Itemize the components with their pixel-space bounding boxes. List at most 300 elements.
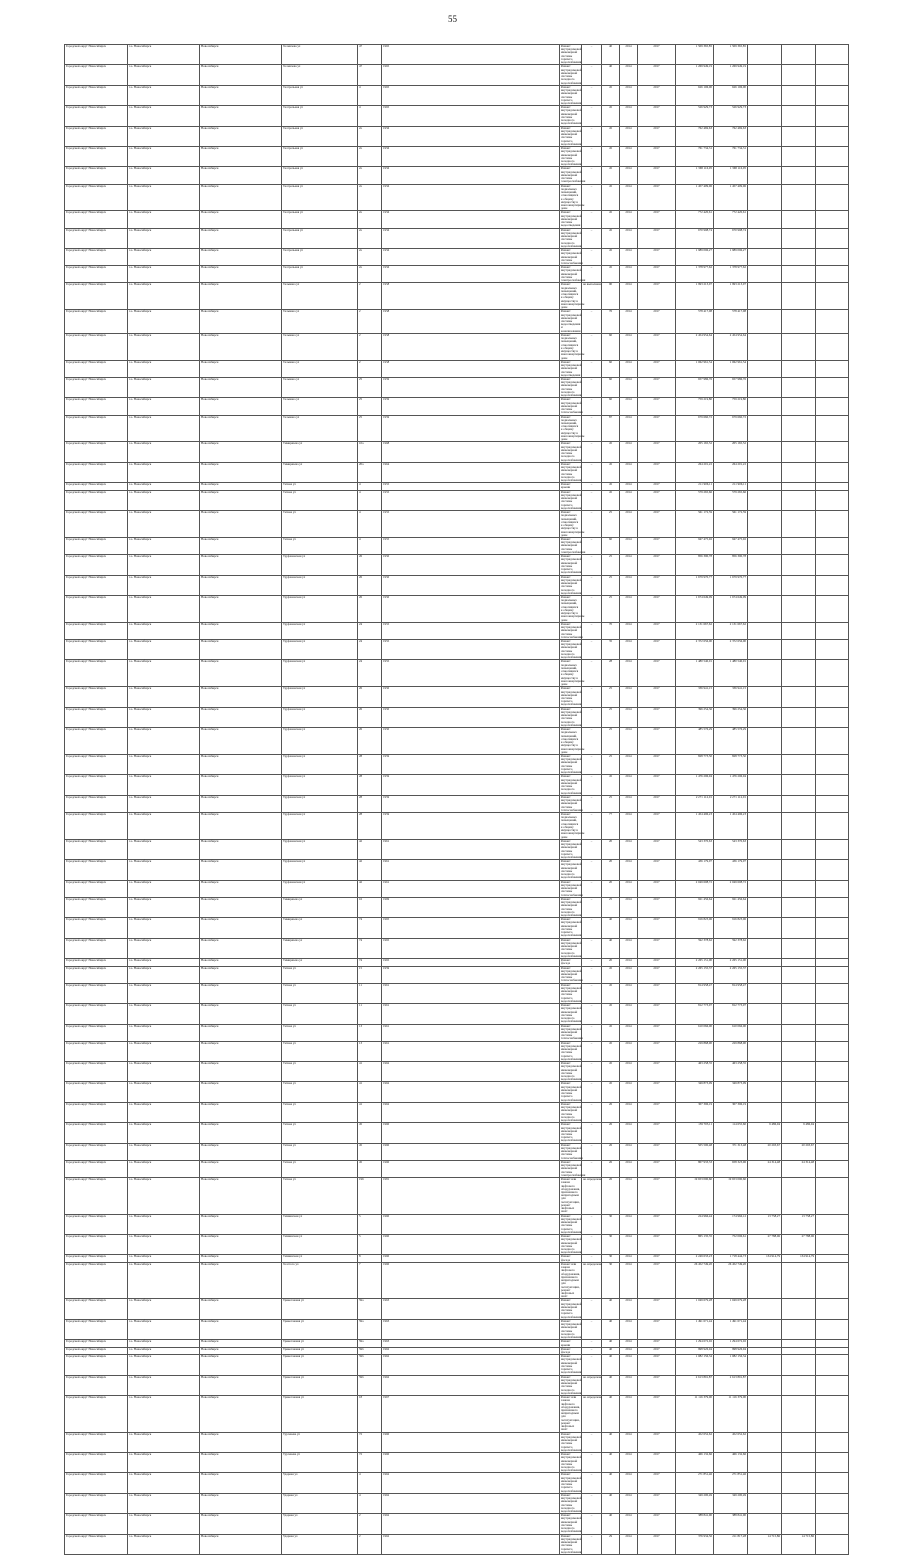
cell-subsidy-c <box>816 1347 849 1354</box>
cell-work-type: Ремонт фасада <box>560 1347 582 1354</box>
cell-subsidy-a <box>748 462 782 482</box>
cell-locality: г.о. Новосибирск <box>128 283 200 310</box>
cell-status: – <box>582 1319 602 1339</box>
cell-subsidy-a <box>748 1340 782 1347</box>
cell-subsidy-a <box>748 1262 782 1299</box>
cell-subsidy-c <box>816 1534 849 1554</box>
cell-subsidy-c <box>816 1340 849 1347</box>
cell-house: 45 <box>358 1160 382 1177</box>
cell-district: Городской округ Новосибирск <box>65 377 128 397</box>
cell-year: 1955 <box>382 511 560 538</box>
cell-subsidy-b <box>782 1102 816 1122</box>
cell-subsidy-c <box>816 1160 849 1177</box>
cell-house: 42 <box>358 860 382 880</box>
cell-subsidy-a <box>748 1062 782 1082</box>
cell-fund-cost: 1 679 970,77 <box>714 575 748 595</box>
cell-city: Новосибирск <box>200 1514 282 1534</box>
cell-district: Городской округ Новосибирск <box>65 640 128 660</box>
table-row <box>65 1396 849 1433</box>
cell-status: – <box>582 1143 602 1160</box>
cell-subsidy-c <box>816 249 849 266</box>
cell-subsidy-b <box>782 938 816 958</box>
cell-work-type: Ремонт внутридомовой инженерной системы электроснабжения <box>561 1159 586 1177</box>
cell-subsidy-b: 20 293,67 <box>782 1143 816 1160</box>
cell-house: 13 <box>358 1024 382 1041</box>
cell-street: Трикотажная ул <box>282 1375 358 1395</box>
table-row <box>65 1375 849 1395</box>
cell-street: Труфановская ул <box>282 880 358 897</box>
cell-year-end: 2017 <box>638 1396 676 1433</box>
cell-total-cost: 224 966,44 <box>676 1214 714 1234</box>
cell-total-cost: 578 417,08 <box>676 310 714 334</box>
cell-year: 1960 <box>382 1255 560 1262</box>
cell-total-cost: 762 469,63 <box>676 126 714 146</box>
cell-house: 25 <box>358 398 382 415</box>
cell-year-start: 2014 <box>620 1396 638 1433</box>
table-row <box>65 1432 849 1452</box>
cell-subsidy-b <box>782 1062 816 1082</box>
cell-locality: г.о. Новосибирск <box>128 959 200 966</box>
cell-year: 1960 <box>382 1123 560 1143</box>
cell-subsidy-a <box>748 266 782 283</box>
cell-locality: г.о. Новосибирск <box>128 1082 200 1102</box>
cell-fund-cost: 452 652,62 <box>714 1432 748 1452</box>
cell-year-end: 2017 <box>638 1235 676 1255</box>
cell-year-start: 2014 <box>620 398 638 415</box>
cell-year-start: 2014 <box>620 1160 638 1177</box>
cell-house: 47 <box>358 65 382 85</box>
cell-work-type: Ремонт внутридомовой инженерной системы электроснабжения <box>561 166 586 184</box>
cell-wear: 40 <box>602 1375 620 1395</box>
cell-year-end: 2017 <box>638 754 676 774</box>
cell-subsidy-a: 9 486,94 <box>748 1123 782 1143</box>
cell-wear: 60 <box>602 377 620 397</box>
cell-year-start: 2014 <box>620 537 638 554</box>
cell-subsidy-b <box>782 126 816 146</box>
cell-work-type: Ремонт внутридомовой инженерной системы холодного водоснабжения <box>561 859 582 880</box>
cell-year-end: 2017 <box>638 687 676 707</box>
cell-year: 1958 <box>382 360 560 377</box>
cell-subsidy-a <box>748 575 782 595</box>
cell-year: 1959 <box>382 377 560 397</box>
cell-wear: 40 <box>602 1432 620 1452</box>
cell-district: Городской округ Новосибирск <box>65 1534 128 1554</box>
cell-year-end: 2017 <box>638 1062 676 1082</box>
cell-status: – <box>582 147 602 167</box>
cell-wear: 20 <box>602 880 620 897</box>
cell-city: Новосибирск <box>200 640 282 660</box>
cell-fund-cost: 211 906,11 <box>714 483 748 490</box>
cell-street: Тихвинская ул <box>282 1255 358 1262</box>
cell-status: – <box>582 1235 602 1255</box>
cell-city: Новосибирск <box>200 490 282 510</box>
cell-locality: г.о. Новосибирск <box>128 622 200 639</box>
cell-city: Новосибирск <box>200 860 282 880</box>
cell-subsidy-b: 27 788,06 <box>782 1235 816 1255</box>
cell-fund-cost: 1 378 977,62 <box>714 266 748 283</box>
cell-subsidy-c <box>816 310 849 334</box>
cell-locality: г.о. Новосибирск <box>128 1493 200 1513</box>
cell-total-cost: 452 652,62 <box>676 1432 714 1452</box>
cell-subsidy-b <box>782 483 816 490</box>
cell-work-type: Ремонт внутридомовой инженерной системы горячего водоснабжения <box>561 1298 582 1319</box>
cell-wear: 45 <box>602 211 620 228</box>
cell-city: Новосибирск <box>200 1235 282 1255</box>
cell-street: Тимирязева ул <box>282 897 358 917</box>
cell-year-start: 2014 <box>620 938 638 958</box>
cell-district: Городской округ Новосибирск <box>65 1102 128 1122</box>
cell-work-type: Ремонт внутридомовой инженерной системы холодного водоснабжения <box>561 1452 582 1473</box>
cell-total-cost: 2 454 954,64 <box>676 333 714 360</box>
cell-house: 47 <box>358 45 382 65</box>
cell-year-start: 2014 <box>620 1041 638 1061</box>
cell-district: Городской округ Новосибирск <box>65 1375 128 1395</box>
cell-status: – <box>582 415 602 442</box>
cell-subsidy-b <box>782 490 816 510</box>
cell-subsidy-a <box>748 398 782 415</box>
cell-district: Городской округ Новосибирск <box>65 1355 128 1375</box>
cell-subsidy-c <box>816 1514 849 1534</box>
cell-house: 72 <box>358 1453 382 1473</box>
cell-subsidy-a <box>748 65 782 85</box>
cell-fund-cost: 1 368 116,05 <box>714 167 748 184</box>
cell-locality: г.о. Новосибирск <box>128 880 200 897</box>
cell-total-cost: 865 135,35 <box>676 1235 714 1255</box>
cell-subsidy-a <box>748 511 782 538</box>
cell-subsidy-c <box>816 880 849 897</box>
cell-fund-cost: 229 868,90 <box>714 1041 748 1061</box>
cell-work-type: Ремонт внутридомовой инженерной системы горячего водоснабжения <box>561 125 582 146</box>
cell-year-end: 2017 <box>638 728 676 755</box>
cell-city: Новосибирск <box>200 595 282 622</box>
cell-year-end: 2017 <box>638 1041 676 1061</box>
cell-status: – <box>582 1534 602 1554</box>
cell-wear: 45 <box>602 442 620 462</box>
cell-year-start: 2014 <box>620 1319 638 1339</box>
cell-status: – <box>582 1355 602 1375</box>
cell-city: Новосибирск <box>200 775 282 795</box>
cell-house: 4 <box>358 490 382 510</box>
cell-house: 74 <box>358 938 382 958</box>
cell-district: Городской округ Новосибирск <box>65 966 128 983</box>
cell-subsidy-b <box>782 1473 816 1493</box>
table-row <box>65 1024 849 1041</box>
cell-house: 42 <box>358 839 382 859</box>
cell-year-end: 2017 <box>638 483 676 490</box>
cell-year-start: 2014 <box>620 147 638 167</box>
cell-city: Новосибирск <box>200 398 282 415</box>
cell-house: 59а <box>358 1319 382 1339</box>
cell-locality: г.о. Новосибирск <box>128 938 200 958</box>
cell-house: 72 <box>358 1432 382 1452</box>
cell-year: 1965 <box>382 938 560 958</box>
cell-total-cost: 1 294 672,02 <box>676 1340 714 1347</box>
cell-fund-cost: 485 576,29 <box>714 728 748 755</box>
cell-city: Новосибирск <box>200 249 282 266</box>
cell-locality: г.о. Новосибирск <box>128 1340 200 1347</box>
cell-status: – <box>582 85 602 105</box>
cell-subsidy-b <box>782 795 816 812</box>
cell-house: 7 <box>358 1262 382 1299</box>
cell-locality: г.о. Новосибирск <box>128 184 200 211</box>
cell-year-end: 2017 <box>638 622 676 639</box>
cell-wear: 40 <box>602 45 620 65</box>
cell-year-start: 2014 <box>620 1299 638 1319</box>
cell-year: 1960 <box>382 1143 560 1160</box>
table-row <box>65 415 849 442</box>
cell-fund-cost: 11 116 379,00 <box>714 1396 748 1433</box>
cell-year-end: 2017 <box>638 490 676 510</box>
cell-house: 74 <box>358 959 382 966</box>
cell-year-start: 2014 <box>620 687 638 707</box>
cell-subsidy-b <box>782 1178 816 1215</box>
cell-locality: г.о. Новосибирск <box>128 1235 200 1255</box>
cell-subsidy-a <box>748 839 782 859</box>
cell-house: 59б <box>358 1347 382 1354</box>
cell-fund-cost: 1 062 961,54 <box>714 360 748 377</box>
cell-fund-cost: 1 082 156,34 <box>714 1355 748 1375</box>
cell-district: Городской округ Новосибирск <box>65 1024 128 1041</box>
cell-locality: г.о. Новосибирск <box>128 1396 200 1433</box>
cell-year: 1961 <box>382 860 560 880</box>
cell-fund-cost: 759 219,80 <box>714 398 748 415</box>
cell-year: 1950 <box>382 555 560 575</box>
table-row <box>65 283 849 310</box>
cell-work-type: Ремонт внутридомовой инженерной системы холодного водоснабжения <box>561 639 582 660</box>
cell-subsidy-a <box>748 1396 782 1433</box>
cell-street: Тельмана ул <box>282 310 358 334</box>
cell-locality: г.о. Новосибирск <box>128 228 200 248</box>
cell-fund-cost: 1 294 672,02 <box>714 1340 748 1347</box>
cell-year-start: 2014 <box>620 1004 638 1024</box>
cell-year: 1958 <box>382 310 560 334</box>
cell-work-type: Ремонт подвальных помещений, относящихся к общему имуществу в многоквартирном доме <box>561 727 585 754</box>
cell-subsidy-a <box>748 360 782 377</box>
cell-fund-cost: 579 265,66 <box>714 490 748 510</box>
cell-work-type: Ремонт внутридомовой инженерной системы теплоснабжения <box>561 248 583 265</box>
cell-subsidy-c <box>816 1214 849 1234</box>
cell-subsidy-b <box>782 65 816 85</box>
table-row <box>65 966 849 983</box>
cell-street: Тургенева ул <box>282 1432 358 1452</box>
cell-subsidy-c <box>816 555 849 575</box>
cell-house: 26 <box>358 728 382 755</box>
cell-subsidy-c <box>816 511 849 538</box>
cell-fund-cost: 947 475,92 <box>714 537 748 554</box>
cell-wear: 30 <box>602 1214 620 1234</box>
cell-street: Тимирязева ул <box>282 462 358 482</box>
cell-wear: 25 <box>602 897 620 917</box>
cell-subsidy-b <box>782 555 816 575</box>
cell-subsidy-b <box>782 1514 816 1534</box>
cell-wear: 40 <box>602 1355 620 1375</box>
cell-year-start: 2014 <box>620 1534 638 1554</box>
cell-status: – <box>582 1255 602 1262</box>
cell-total-cost: 388 841,90 <box>676 1514 714 1534</box>
cell-fund-cost: 1 993 213,07 <box>714 283 748 310</box>
cell-work-type: Ремонт подвальных помещений, относящихся к общему имуществу в многоквартирном доме <box>561 510 585 537</box>
cell-house: 24 <box>358 640 382 660</box>
cell-year: 1964 <box>382 462 560 482</box>
cell-year-end: 2017 <box>638 660 676 687</box>
cell-fund-cost: 2 613 891,87 <box>714 1375 748 1395</box>
cell-subsidy-c <box>816 754 849 774</box>
cell-work-type: Ремонт внутридомовой инженерной системы горячего водоснабжения <box>561 554 582 575</box>
cell-fund-cost: 679 660,72 <box>714 415 748 442</box>
cell-year-start: 2014 <box>620 1214 638 1234</box>
cell-total-cost: 1 062 961,54 <box>676 360 714 377</box>
cell-work-type: Ремонт внутридомовой инженерной системы холодного водоснабжения <box>561 1234 582 1255</box>
cell-work-type: Ремонт внутридомовой инженерной системы горячего водоснабжения <box>561 917 582 938</box>
cell-year-end: 2017 <box>638 1160 676 1177</box>
cell-wear: 40 <box>602 1340 620 1347</box>
cell-city: Новосибирск <box>200 1493 282 1513</box>
cell-year: 1962 <box>382 1534 560 1554</box>
cell-district: Городской округ Новосибирск <box>65 1062 128 1082</box>
cell-district: Городской округ Новосибирск <box>65 1143 128 1160</box>
cell-fund-cost: 762 469,63 <box>714 126 748 146</box>
cell-year-end: 2017 <box>638 707 676 727</box>
cell-year: 1965 <box>382 65 560 85</box>
cell-year: 1965 <box>382 918 560 938</box>
table-row <box>65 462 849 482</box>
cell-year: 1950 <box>382 687 560 707</box>
cell-house: 5 <box>358 1214 382 1234</box>
cell-status: – <box>582 897 602 917</box>
cell-subsidy-c <box>816 860 849 880</box>
cell-subsidy-c <box>816 897 849 917</box>
table-row <box>65 398 849 415</box>
cell-year-end: 2017 <box>638 575 676 595</box>
cell-subsidy-c <box>816 1143 849 1160</box>
cell-subsidy-a <box>748 126 782 146</box>
cell-wear: 60 <box>602 333 620 360</box>
cell-subsidy-a: 27 788,06 <box>748 1235 782 1255</box>
cell-street: Трикотажная ул <box>282 1347 358 1354</box>
cell-work-type: Ремонт внутридомовой инженерной системы горячего водоснабжения <box>561 1213 582 1234</box>
cell-locality: г.о. Новосибирск <box>128 1262 200 1299</box>
cell-year-start: 2014 <box>620 1024 638 1041</box>
cell-street: Труфановская ул <box>282 860 358 880</box>
cell-year-end: 2017 <box>638 511 676 538</box>
cell-year: 1962 <box>382 1514 560 1534</box>
cell-year: 1969 <box>382 897 560 917</box>
cell-fund-cost: 307 396,19 <box>714 1102 748 1122</box>
cell-wear: 45 <box>602 483 620 490</box>
cell-subsidy-a <box>748 860 782 880</box>
cell-subsidy-c <box>816 1255 849 1262</box>
cell-total-cost: 376 934,56 <box>676 1534 714 1554</box>
cell-locality: г.о. Новосибирск <box>128 490 200 510</box>
cell-year: 1956 <box>382 126 560 146</box>
cell-year-end: 2017 <box>638 228 676 248</box>
cell-city: Новосибирск <box>200 812 282 839</box>
cell-locality: г.о. Новосибирск <box>128 1214 200 1234</box>
cell-subsidy-b <box>782 511 816 538</box>
cell-subsidy-b <box>782 1041 816 1061</box>
cell-city: Новосибирск <box>200 1082 282 1102</box>
cell-street: Тельмана ул <box>282 283 358 310</box>
cell-wear: 30 <box>602 1262 620 1299</box>
cell-street: Титова ул <box>282 483 358 490</box>
cell-district: Городской округ Новосибирск <box>65 1041 128 1061</box>
cell-city: Новосибирск <box>200 575 282 595</box>
cell-year: 1961 <box>382 880 560 897</box>
cell-district: Городской округ Новосибирск <box>65 211 128 228</box>
cell-subsidy-c <box>816 1493 849 1513</box>
cell-city: Новосибирск <box>200 1299 282 1319</box>
cell-year: 1960 <box>382 1262 560 1299</box>
cell-status: – <box>582 938 602 958</box>
cell-locality: г.о. Новосибирск <box>128 310 200 334</box>
cell-fund-cost: 1 457 409,96 <box>714 184 748 211</box>
cell-subsidy-c <box>816 377 849 397</box>
cell-city: Новосибирск <box>200 537 282 554</box>
cell-fund-cost: 388 841,90 <box>714 1514 748 1534</box>
cell-subsidy-c <box>816 45 849 65</box>
cell-fund-cost: 1 509 365,85 <box>714 45 748 65</box>
table-row <box>65 85 849 105</box>
cell-locality: г.о. Новосибирск <box>128 795 200 812</box>
cell-subsidy-c <box>816 1041 849 1061</box>
cell-fund-cost: 336 941,15 <box>714 687 748 707</box>
cell-house: 2а <box>358 147 382 167</box>
cell-city: Новосибирск <box>200 377 282 397</box>
cell-year-start: 2014 <box>620 483 638 490</box>
table-row <box>65 65 849 85</box>
cell-year: 1963 <box>382 1340 560 1347</box>
cell-work-type: Ремонт внутридомовой инженерной системы водоотведения <box>561 359 582 377</box>
cell-subsidy-a <box>748 622 782 639</box>
cell-street: Титова ул <box>282 1178 358 1215</box>
cell-subsidy-c <box>816 660 849 687</box>
cell-city: Новосибирск <box>200 283 282 310</box>
cell-district: Городской округ Новосибирск <box>65 167 128 184</box>
cell-district: Городской округ Новосибирск <box>65 106 128 126</box>
cell-district: Городской округ Новосибирск <box>65 660 128 687</box>
cell-district: Городской округ Новосибирск <box>65 45 128 65</box>
cell-work-type: Ремонт или замена лифтового оборудования, признанного непригодным для эксплуатации, ремонт лифтовых шахт <box>561 1261 580 1299</box>
cell-locality: г.о. Новосибирск <box>128 707 200 727</box>
cell-locality: г.о. Новосибирск <box>128 483 200 490</box>
cell-subsidy-a <box>748 1102 782 1122</box>
cell-wear: 45 <box>602 126 620 146</box>
cell-subsidy-b <box>782 1262 816 1299</box>
cell-status: – <box>582 1493 602 1513</box>
cell-total-cost: 828 773,50 <box>676 754 714 774</box>
cell-locality: г.о. Новосибирск <box>128 1473 200 1493</box>
cell-year: 1950 <box>382 595 560 622</box>
cell-status: – <box>582 555 602 575</box>
cell-year-start: 2014 <box>620 1493 638 1513</box>
cell-year-start: 2014 <box>620 575 638 595</box>
cell-total-cost: 349 873,09 <box>676 1082 714 1102</box>
cell-house: 4 <box>358 511 382 538</box>
cell-total-cost: 543 370,63 <box>676 839 714 859</box>
cell-city: Новосибирск <box>200 360 282 377</box>
cell-status: – <box>582 1024 602 1041</box>
cell-fund-cost: 396 254,36 <box>714 707 748 727</box>
cell-subsidy-b <box>782 728 816 755</box>
cell-work-type: Ремонт внутридомовой инженерной системы холодного водоснабжения <box>561 1003 582 1024</box>
cell-year-start: 2014 <box>620 228 638 248</box>
cell-year-start: 2014 <box>620 45 638 65</box>
table-row <box>65 333 849 360</box>
table-row <box>65 1473 849 1493</box>
cell-total-cost: 1 679 970,77 <box>676 575 714 595</box>
cell-total-cost: 11 116 379,00 <box>676 1396 714 1433</box>
cell-locality: г.о. Новосибирск <box>128 1143 200 1160</box>
